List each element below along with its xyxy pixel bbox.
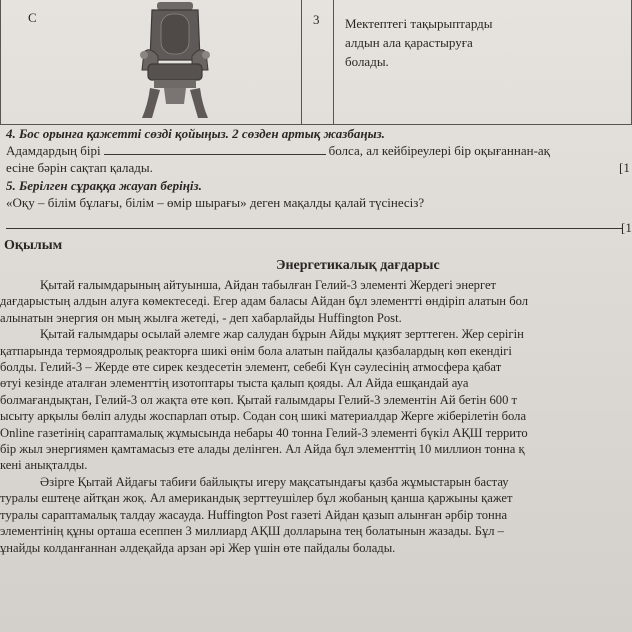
fill-blank[interactable] bbox=[104, 144, 326, 155]
task4-sentence: Адамдардың бірі болса, ал кейбіреулері бір оқығаннан-ақ bbox=[6, 143, 550, 158]
task5-question: «Оқу – білім бұлағы, білім – өмір шырағы» деген мақалды қалай түсінесіз? bbox=[6, 195, 425, 210]
task4-heading: 4. Бос орынға қажетті сөзді қойыңыз. 2 сөзден артық жазбаңыз. bbox=[6, 126, 385, 141]
throne-image bbox=[130, 0, 220, 124]
table-option-text: Мектептегі тақырыптарды алдын ала қарастыруға болады. bbox=[345, 16, 493, 69]
answer-table bbox=[0, 0, 632, 126]
answer-line[interactable] bbox=[6, 228, 622, 229]
reading-text: Қытай ғалымдарының айтуынша, Айдан табылған Гелий-3 элементі Жердегі энергет дағдарыстың алдын алуға көмектеседі. Егер адам баласы Айдан бұл элементті өндіріп алатын бол алынатын энергия он мың жылға жетеді, - деп хабарлайды Huffington Post. Қытай ғалымдары осылай әлемге жар салудан бұрын Айды мұқият зерттеген. Жер серігін қатпарында термоядролық реакторға шикі өнім бола алатын пайдалы қазбалардың көп екендігі болды. Гелий-3 – Жерде өте сирек кездесетін элемент, себебі Күн сәулесінің атмосфера қабат өтуі кезінде аталған элементтің изотоптары тыста қалып қояды. Ал Айда ешқандай ауа болмағандықтан, Гелий-3 ол жақта өте көп. Қытай ғалымдары Гелий-3 элементін Ай бетін 600 т ысыту арқылы бөліп алуды жоспарлап отыр. Содан соң шикі материалдар Жерге жіберілетін бола Online газетінің сараптамалық жұмысында небары 40 тонна Гелий-3 элементі бүкіл АҚШ террито бір жыл энергиямен қамтамасыз ете алады делінген. Ал Айда бұл элементтің 10 миллион тонна қ кені анықталды. Әзірге Қытай Айдағы табиғи байлықты игеру мақсатындағы қазба жұмыстарын бастау туралы ештеңе айтқан жоқ. Ал американдық зерттеушілер бұл жобаның қанша қаржыны қажет туралы сараптамалық талдау жасауда. Huffington Post газеті Айдан қазып алынған әрбір тонна элементінің құны орташа есеппен 3 миллиард АҚШ долларына тең болатынын жазады. Бұл – ұнайды колданғаннан әлдеқайда арзан әрі Жер үшін өте пайдалы болады. bbox=[0, 278, 529, 555]
task5-heading: 5. Берілген сұраққа жауап беріңіз. bbox=[6, 178, 202, 193]
task4-mark: [1 bbox=[619, 160, 630, 175]
section-heading: Оқылым bbox=[4, 238, 63, 253]
task4-sentence-end: есіне бәрін сақтап қалады. bbox=[6, 160, 153, 175]
table-option-letter: С bbox=[28, 10, 37, 25]
text-title: Энергетикалық дағдарыс bbox=[276, 258, 440, 273]
task5-mark: [1 bbox=[621, 220, 632, 235]
table-option-number: 3 bbox=[313, 12, 320, 27]
